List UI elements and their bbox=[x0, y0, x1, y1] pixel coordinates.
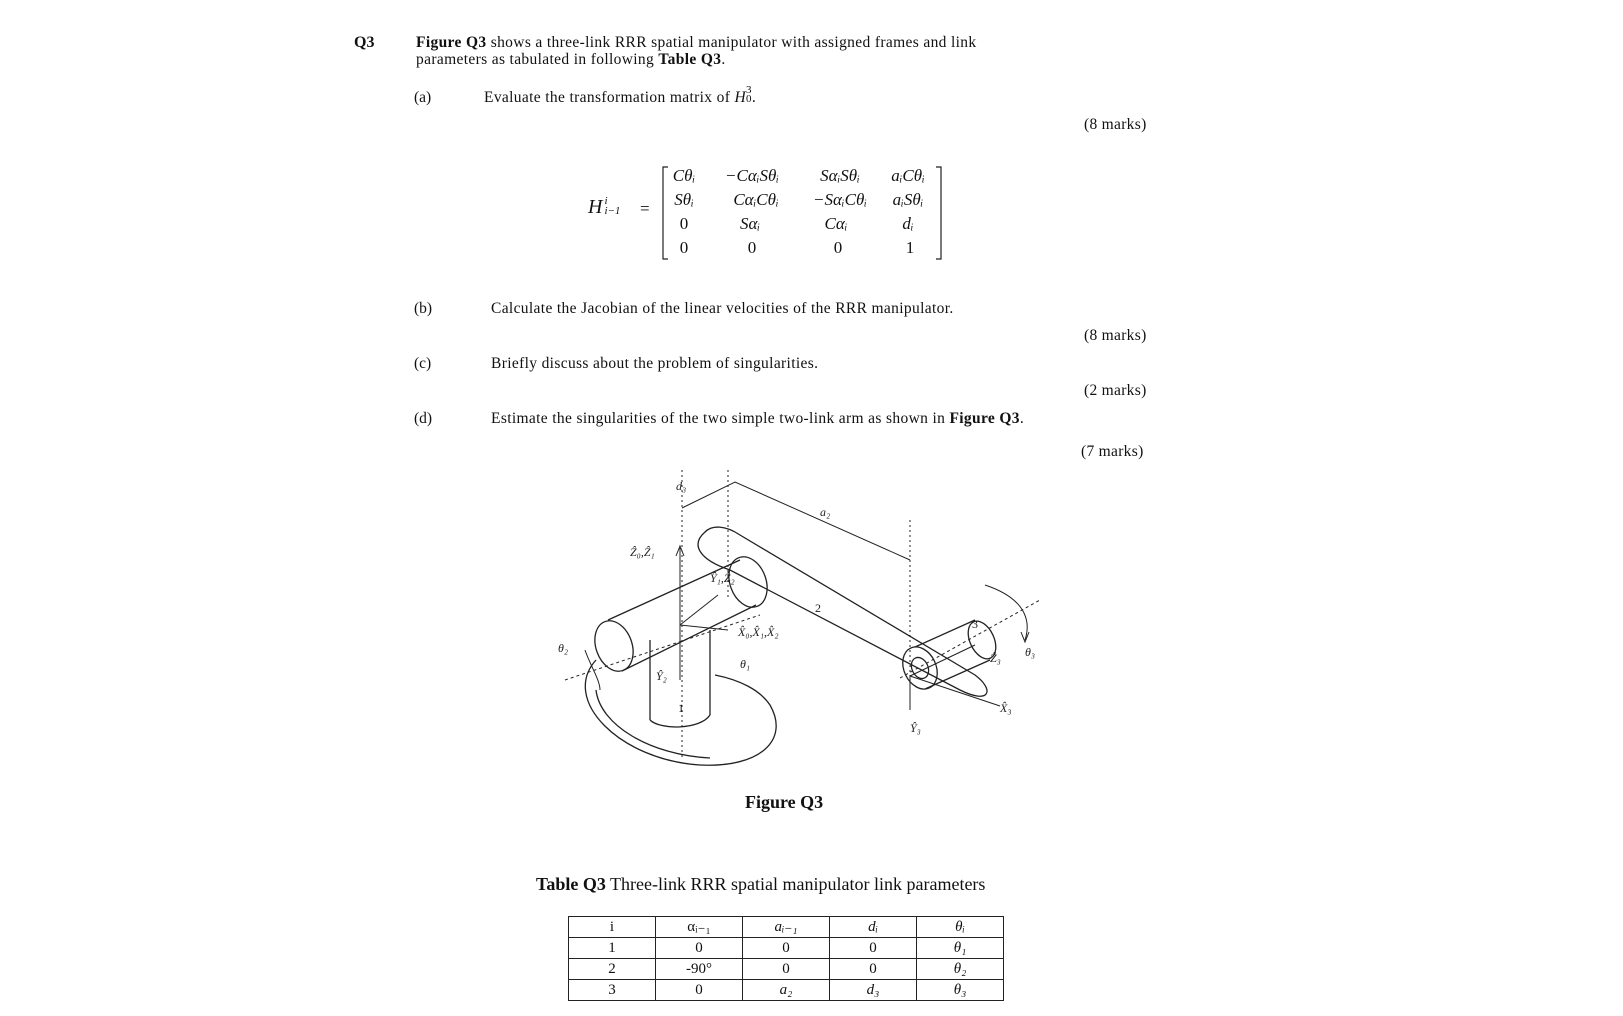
label-z0-z1: Ẑ₀,Ẑ₁ bbox=[630, 545, 655, 559]
matrix-cell: Sθᵢ bbox=[674, 190, 694, 209]
label-theta3: θ₃ bbox=[1025, 645, 1036, 659]
matrix-cell: Sαᵢ bbox=[739, 214, 761, 233]
table-cell: 1 bbox=[569, 938, 656, 959]
figure-reference: Figure Q3 bbox=[416, 34, 487, 51]
part-b-text: Calculate the Jacobian of the linear velocities of the RRR manipulator. bbox=[491, 300, 954, 317]
table-cell: 0 bbox=[656, 938, 743, 959]
table-cell: θ₂ bbox=[917, 959, 1004, 980]
part-b-marks: (8 marks) bbox=[1084, 327, 1147, 344]
matrix-cell: −SαᵢCθᵢ bbox=[813, 190, 867, 209]
table-cell: θ₃ bbox=[917, 980, 1004, 1001]
matrix-lhs bbox=[588, 196, 620, 219]
matrix-cell: SαᵢSθᵢ bbox=[820, 166, 860, 185]
table-cell: 2 bbox=[569, 959, 656, 980]
table-header-cell: θᵢ bbox=[917, 917, 1004, 938]
intro-end: . bbox=[721, 51, 726, 68]
part-d-body: Estimate the singularities of the two simple two-link arm as shown in bbox=[491, 410, 950, 427]
table-reference: Table Q3 bbox=[658, 51, 722, 68]
question-intro-line-2 bbox=[416, 51, 726, 69]
matrix-lhs-symbol: H bbox=[588, 196, 603, 218]
part-d-text bbox=[491, 410, 1024, 428]
label-y1-z2: Ŷ₁,Ẑ₂ bbox=[710, 571, 735, 585]
part-c-label: (c) bbox=[414, 355, 432, 372]
matrix-cell: dᵢ bbox=[902, 214, 914, 233]
table-cell: 0 bbox=[830, 959, 917, 980]
part-c-text: Briefly discuss about the problem of singularities. bbox=[491, 355, 819, 372]
part-a-label: (a) bbox=[414, 89, 432, 106]
table-cell: 0 bbox=[743, 959, 830, 980]
part-b-label: (b) bbox=[414, 300, 433, 317]
label-link1: 1 bbox=[678, 701, 684, 715]
link-parameter-table bbox=[568, 916, 1004, 1001]
part-a-marks: (8 marks) bbox=[1084, 116, 1147, 133]
label-x3: X̂₃ bbox=[1000, 701, 1012, 715]
table-header-cell: αᵢ₋₁ bbox=[656, 917, 743, 938]
intro-text-2: parameters as tabulated in following bbox=[416, 51, 659, 68]
table-cell: d₃ bbox=[830, 980, 917, 1001]
matrix-cell: −CαᵢSθᵢ bbox=[725, 166, 779, 185]
table-caption-label: Table Q3 bbox=[536, 874, 606, 894]
label-d3: d₃ bbox=[676, 479, 687, 493]
wrist-cylinder-end bbox=[896, 641, 944, 694]
table-row bbox=[569, 980, 1004, 1001]
table-caption bbox=[536, 874, 985, 895]
matrix-cell: 0 bbox=[747, 238, 757, 257]
intro-text-1: shows a three-link RRR spatial manipulator with assigned frames and link bbox=[486, 34, 977, 51]
part-a-math: H bbox=[734, 89, 747, 106]
part-a-sup: 3 bbox=[746, 84, 752, 97]
part-d-label: (d) bbox=[414, 410, 433, 427]
table-caption-text: Three-link RRR spatial manipulator link parameters bbox=[605, 874, 986, 894]
matrix-cell: Cθᵢ bbox=[672, 166, 696, 185]
shoulder-cylinder-end bbox=[588, 615, 640, 676]
label-y2: Ŷ₂ bbox=[656, 669, 667, 683]
manipulator-figure bbox=[540, 468, 1060, 768]
table-cell: θ₁ bbox=[917, 938, 1004, 959]
table-cell: a₂ bbox=[743, 980, 830, 1001]
label-link3: 3 bbox=[972, 617, 978, 631]
label-theta2: θ₂ bbox=[558, 641, 569, 655]
question-number: Q3 bbox=[354, 34, 375, 51]
matrix-lhs-sup: i bbox=[604, 195, 608, 208]
table-cell: 3 bbox=[569, 980, 656, 1001]
part-a-end: . bbox=[751, 89, 757, 106]
label-link2: 2 bbox=[815, 601, 821, 615]
question-intro-line-1 bbox=[416, 34, 977, 52]
table-header-row bbox=[569, 917, 1004, 938]
table-header-cell: aᵢ₋₁ bbox=[743, 917, 830, 938]
matrix-cell: CαᵢCθᵢ bbox=[733, 190, 779, 209]
part-d-end: . bbox=[1019, 410, 1025, 427]
label-x0-x1-x2: X̂₀,X̂₁,X̂₂ bbox=[738, 625, 779, 639]
table-header-cell: dᵢ bbox=[830, 917, 917, 938]
matrix-cell: 1 bbox=[905, 238, 915, 257]
matrix-cell: aᵢSθᵢ bbox=[892, 190, 924, 209]
part-d-marks: (7 marks) bbox=[1081, 443, 1144, 460]
matrix-lhs-sub: i−1 bbox=[604, 205, 621, 218]
matrix-cell: 0 bbox=[679, 238, 689, 257]
matrix-equals: = bbox=[640, 199, 650, 218]
part-c-marks: (2 marks) bbox=[1084, 382, 1147, 399]
matrix-cell: 0 bbox=[833, 238, 843, 257]
table-cell: -90° bbox=[656, 959, 743, 980]
matrix-cell: aᵢCθᵢ bbox=[891, 166, 925, 185]
table-cell: 0 bbox=[743, 938, 830, 959]
figure-caption: Figure Q3 bbox=[745, 792, 824, 812]
part-a-text bbox=[484, 84, 757, 107]
table-row bbox=[569, 959, 1004, 980]
matrix-cell: Cαᵢ bbox=[824, 214, 848, 233]
part-a-body: Evaluate the transformation matrix of bbox=[484, 89, 735, 106]
part-d-figure-ref: Figure Q3 bbox=[949, 410, 1020, 427]
table-header-cell: i bbox=[569, 917, 656, 938]
matrix-cell: 0 bbox=[679, 214, 689, 233]
table-cell: 0 bbox=[656, 980, 743, 1001]
label-z3: Ẑ₃ bbox=[990, 651, 1001, 665]
table-cell: 0 bbox=[830, 938, 917, 959]
label-theta1: θ₁ bbox=[740, 657, 751, 671]
table-row bbox=[569, 938, 1004, 959]
label-y3: Ŷ₃ bbox=[910, 721, 921, 735]
part-a-sub: 0 bbox=[746, 93, 752, 106]
label-a2: a₂ bbox=[820, 505, 831, 519]
